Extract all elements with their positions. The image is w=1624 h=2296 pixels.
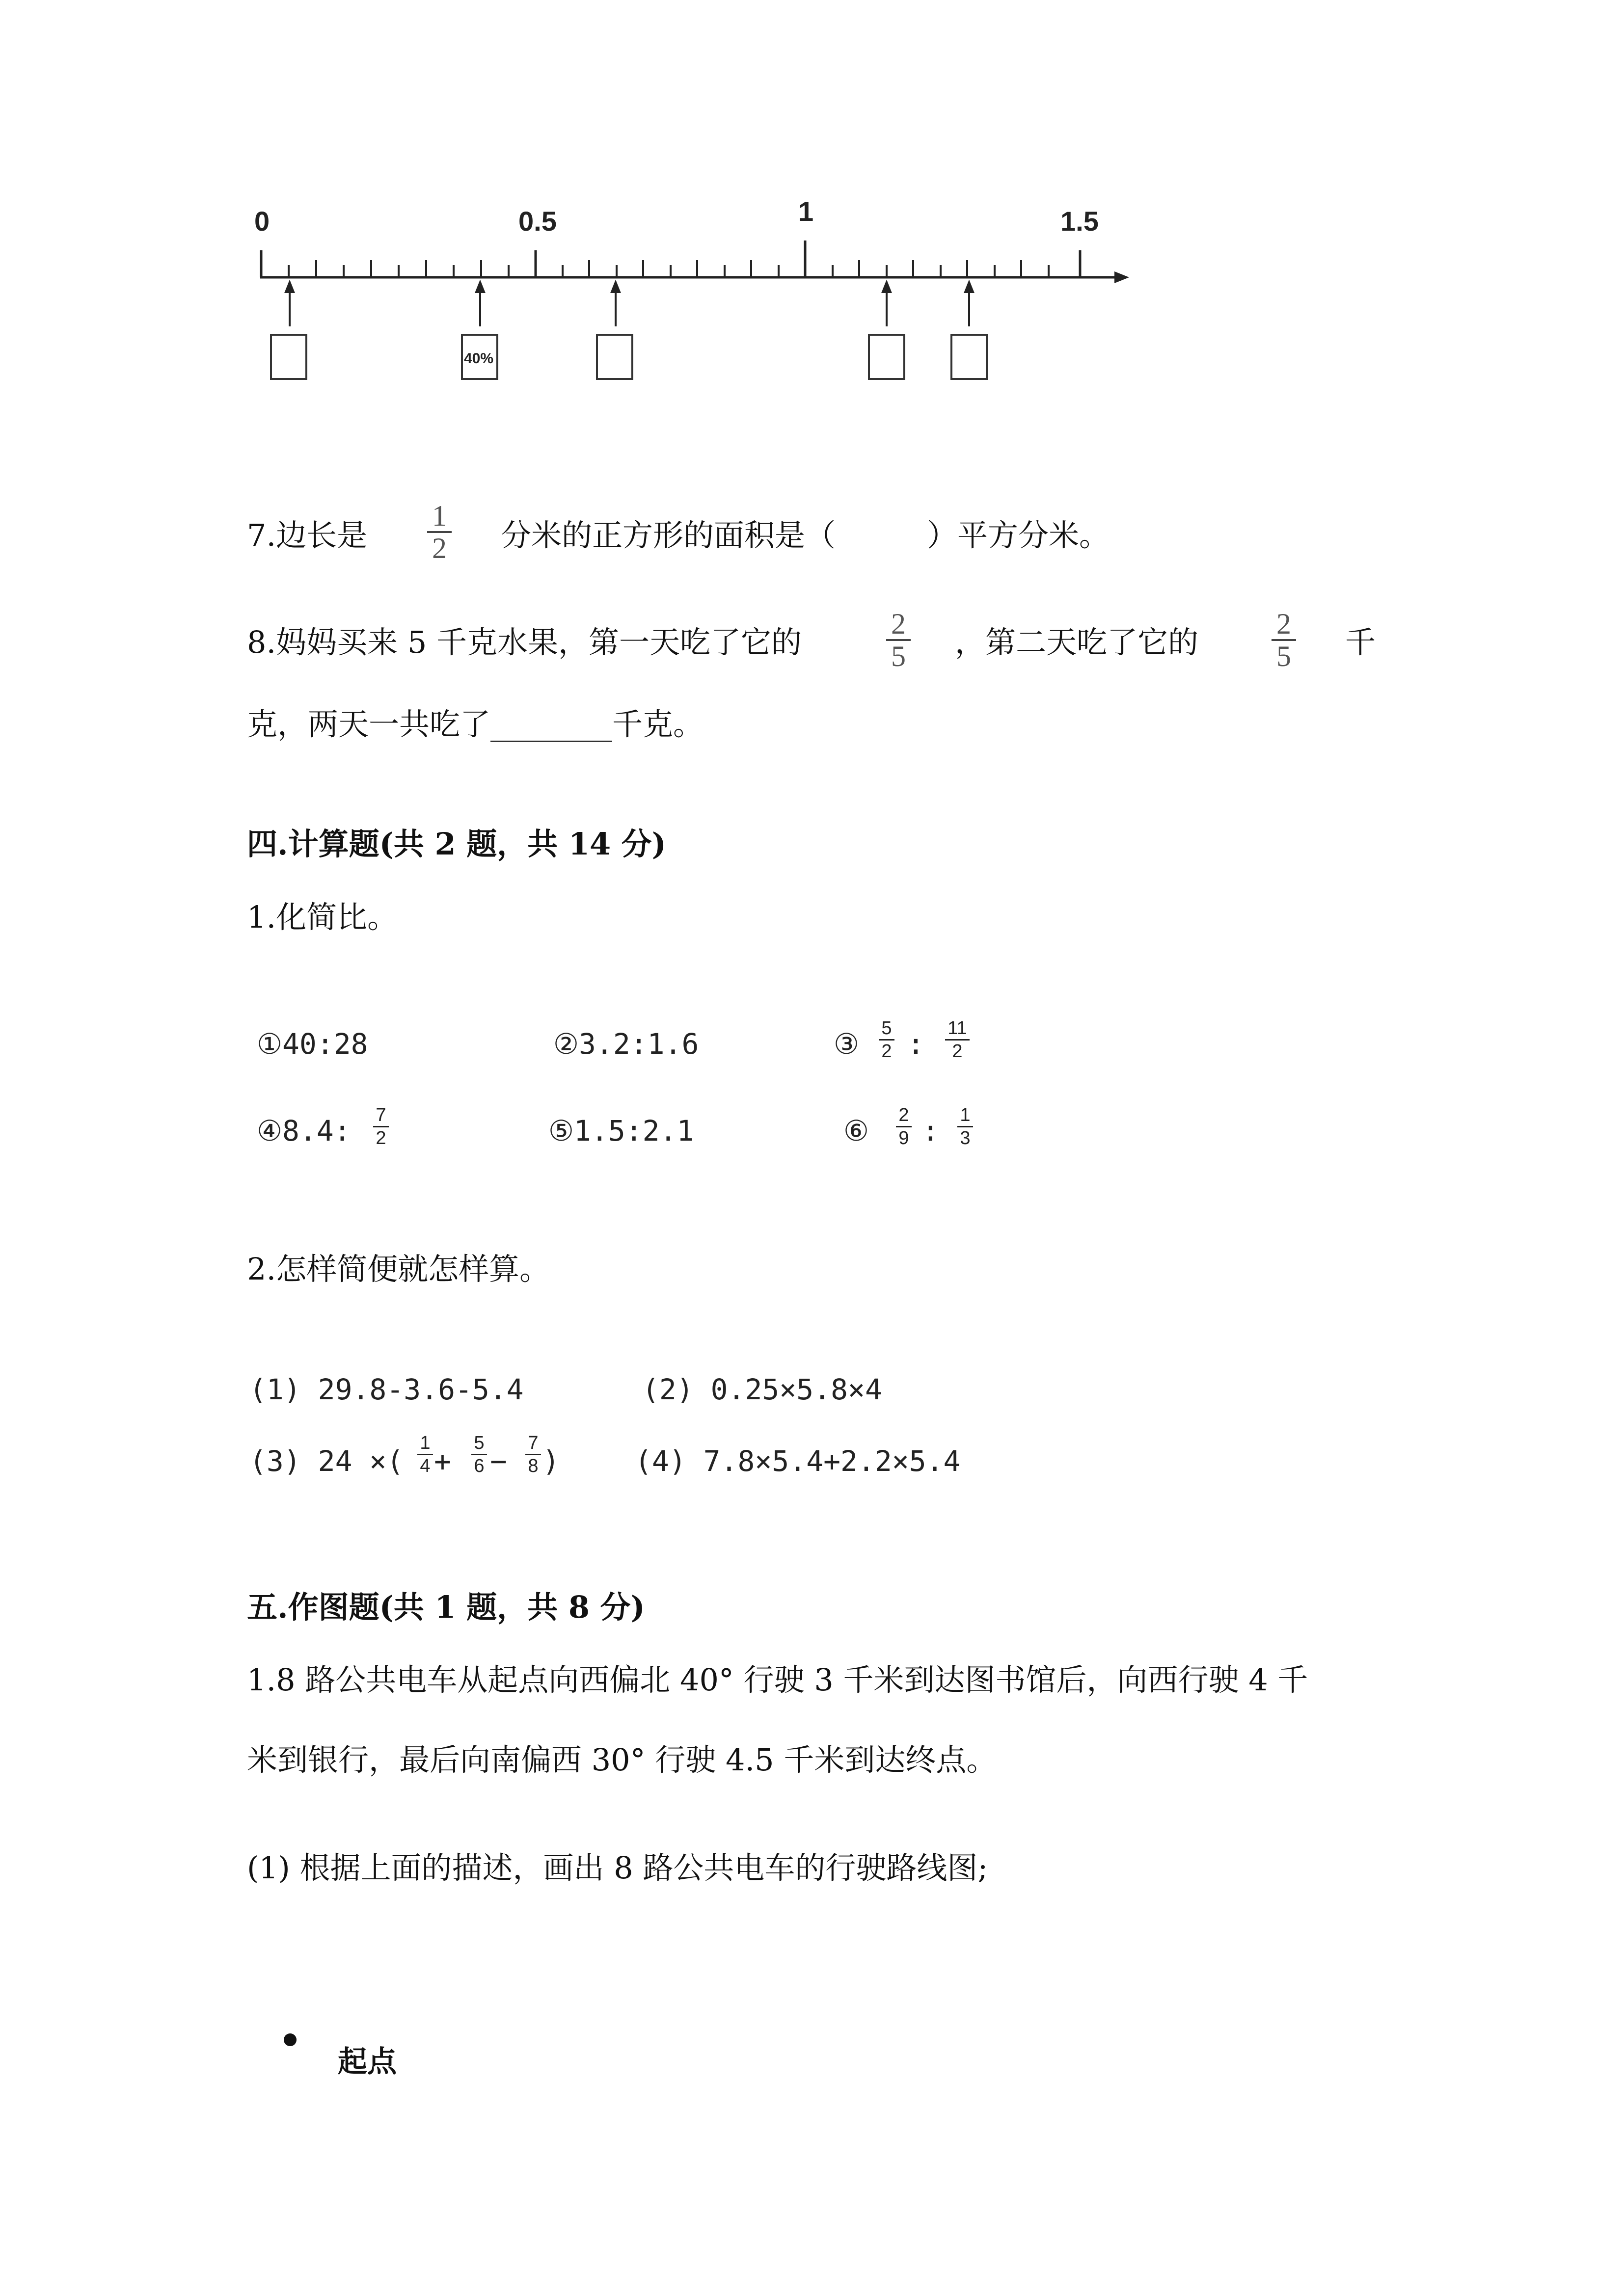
pointer-arrows [286,282,973,326]
i6-b-bar [957,1126,973,1127]
calc2-p3-minus: − [490,1444,507,1478]
section-5-heading: 五.作图题(共 1 题，共 8 分) [247,1589,645,1625]
p3-f3-bar [525,1454,541,1455]
q8-frac2-num: 2 [1276,608,1291,640]
answer-box-3[interactable] [597,335,632,379]
calc1-item-2: ②3.2:1.6 [553,1027,699,1061]
q8-part2: ，第二天吃了它的 [955,624,1199,660]
i3-b-bar [945,1039,970,1041]
calc2-p3-frac-1 [417,1433,433,1476]
p3-f1-den: 4 [420,1456,431,1476]
answer-box-2-label: 40% [464,350,494,367]
q8-frac1-num: 2 [891,608,906,640]
q8-part3: 千 [1345,624,1376,660]
calc2-p3-plus: + [434,1444,451,1478]
answer-box-1[interactable] [271,335,306,379]
calc1-item-3-frac-b [945,1018,970,1061]
q8-fraction-1 [886,609,911,671]
label-1: 1 [798,196,814,227]
calc2-title: 2.怎样简便就怎样算。 [247,1251,550,1287]
p3-f1-num: 1 [420,1433,431,1453]
answer-box-4[interactable] [869,335,904,379]
calc2-problem-4: (4) 7.8×5.4+2.2×5.4 [635,1444,961,1478]
label-0: 0 [254,206,270,237]
p3-f3-num: 7 [528,1433,539,1453]
start-point-label: 起点 [338,2045,397,2079]
calc1-item-4-prefix: ④8.4: [257,1114,351,1148]
i3-b-den: 2 [952,1041,963,1062]
calc2-problem-1: (1) 29.8-3.6-5.4 [249,1373,524,1406]
q7-prefix: 7.边长是 [247,517,368,553]
number-line-figure [245,191,1139,398]
calc1-item-3-frac-a [879,1018,894,1061]
calc1-title: 1.化简比。 [247,899,398,935]
calc1-item-6-prefix: ⑥ [843,1114,869,1148]
draw1-sub1: (1) 根据上面的描述，画出 8 路公共电车的行驶路线图; [247,1850,988,1886]
calc1-item-6-frac-a [896,1105,912,1148]
i3-a-den: 2 [881,1041,892,1062]
i3-a-bar [879,1039,894,1041]
calc1-item-5: ⑤1.5:2.1 [548,1114,694,1148]
calc2-p3-frac-3 [525,1433,541,1476]
draw1-line1: 1.8 路公共电车从起点向西偏北 40° 行驶 3 千米到达图书馆后，向西行驶 4 千 [247,1662,1308,1698]
calc2-p3-close: ) [542,1444,560,1478]
q7-frac-num: 1 [432,500,447,532]
i4-num: 7 [376,1105,386,1125]
calc1-item-6-frac-b [957,1105,973,1148]
p3-f2-den: 6 [474,1456,485,1476]
calc1-item-4-frac [373,1105,389,1148]
answer-box-5[interactable] [951,335,987,379]
p3-f1-bar [417,1454,433,1455]
start-point-dot [284,2033,297,2046]
calc1-item-3-colon: : [907,1027,924,1061]
draw1-line2: 米到银行，最后向南偏西 30° 行驶 4.5 千米到达终点。 [247,1742,997,1778]
i6-a-bar [896,1126,912,1127]
q8-frac1-den: 5 [891,640,906,672]
section-4-heading: 四.计算题(共 2 题，共 14 分) [247,826,667,862]
calc2-problem-2: (2) 0.25×5.8×4 [642,1373,882,1406]
calc2-problem-3-prefix: (3) 24 ×( [249,1444,404,1478]
q8-frac2-den: 5 [1276,640,1291,672]
minor-ticks [289,260,1049,277]
calc1-item-6-colon: : [922,1114,939,1148]
calc1-item-1: ①40:28 [257,1027,368,1061]
i4-bar [373,1126,389,1127]
number-line-svg [245,191,1139,398]
calc2-p3-frac-2 [471,1433,487,1476]
i6-a-den: 9 [898,1128,909,1148]
i6-b-den: 3 [960,1128,971,1148]
label-1.5: 1.5 [1060,206,1099,237]
q8-fraction-2 [1272,609,1296,671]
i6-b-num: 1 [960,1105,971,1125]
calc1-item-3-prefix: ③ [834,1027,859,1061]
q7-fraction [427,501,452,563]
q8-line2: 克，两天一共吃了________千克。 [247,706,704,742]
q8-part1: 8.妈妈买来 5 千克水果，第一天吃了它的 [247,624,802,660]
i3-a-num: 5 [881,1018,892,1039]
i6-a-num: 2 [898,1105,909,1125]
i4-den: 2 [376,1128,386,1148]
i3-b-num: 11 [947,1018,967,1039]
axis-arrow-icon [1114,271,1129,283]
p3-f2-bar [471,1454,487,1455]
q7-suffix: 分米的正方形的面积是（ ）平方分米。 [501,517,1110,553]
q7-frac-den: 2 [432,532,447,564]
label-0.5: 0.5 [518,206,557,237]
p3-f3-den: 8 [528,1456,539,1476]
p3-f2-num: 5 [474,1433,485,1453]
